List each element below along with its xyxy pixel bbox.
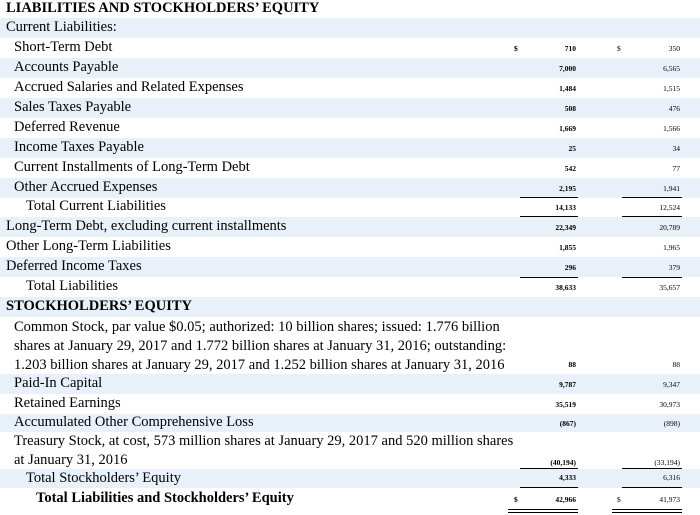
row-label: Total Stockholders’ Equity: [26, 470, 181, 486]
value-2016: (898): [663, 419, 680, 428]
value-2016: 6,316: [663, 473, 680, 482]
value-2017: 38,633: [555, 283, 576, 292]
section-title: LIABILITIES AND STOCKHOLDERS’ EQUITY: [6, 0, 320, 16]
value-2016: 34: [672, 144, 680, 153]
value-2016: 9,347: [663, 380, 680, 389]
table-row: [0, 138, 700, 158]
row-label: Accumulated Other Comprehensive Loss: [14, 414, 254, 430]
value-2017: 1,669: [559, 124, 576, 133]
row-label: Current Installments of Long-Term Debt: [14, 159, 250, 175]
value-2016: 379: [668, 263, 680, 272]
value-2016: (33,194): [654, 458, 680, 467]
table-row: [0, 488, 700, 510]
currency-symbol: $: [617, 44, 621, 53]
value-2017: 35,519: [555, 400, 576, 409]
row-label: Deferred Revenue: [14, 119, 120, 135]
table-row: [0, 98, 700, 118]
value-2017: 1,484: [559, 84, 576, 93]
value-2017: 22,349: [555, 223, 576, 232]
table-row: [0, 277, 700, 297]
value-2016: 12,524: [659, 203, 680, 212]
value-2016: 88: [672, 360, 680, 369]
table-row: [0, 374, 700, 394]
table-row: [0, 237, 700, 257]
row-label: Paid-In Capital: [14, 375, 103, 391]
currency-symbol: $: [514, 44, 518, 53]
table-row: [0, 432, 700, 469]
table-row: [0, 198, 700, 217]
row-label: Deferred Income Taxes: [6, 258, 142, 274]
row-label: Sales Taxes Payable: [14, 99, 132, 115]
row-label: Short-Term Debt: [14, 39, 113, 55]
row-label: Long-Term Debt, excluding current installments: [6, 218, 287, 234]
row-label: Total Liabilities: [26, 278, 119, 294]
currency-symbol: $: [514, 495, 518, 504]
row-label: Accounts Payable: [14, 59, 119, 75]
table-row: [0, 178, 700, 198]
table-row: [0, 58, 700, 78]
table-row: [0, 317, 700, 374]
table-row: [0, 18, 700, 38]
table-row: [0, 257, 700, 277]
table-row: [0, 217, 700, 237]
value-2016: 1,941: [663, 184, 680, 193]
currency-symbol: $: [617, 495, 621, 504]
value-2017: 25: [568, 144, 576, 153]
value-2016: 20,789: [659, 223, 680, 232]
value-2016: 1,566: [663, 124, 680, 133]
row-label: Income Taxes Payable: [14, 139, 144, 155]
value-2017: 710: [564, 44, 576, 53]
row-label: Treasury Stock, at cost, 573 million shares at January 29, 2017 and 520 million shares at January 31, 2016: [14, 433, 514, 468]
value-2017: 42,966: [555, 495, 576, 504]
value-2017: 4,333: [559, 473, 576, 482]
value-2016: 41,973: [659, 495, 680, 504]
value-2017: 9,787: [559, 380, 576, 389]
row-label: Accrued Salaries and Related Expenses: [14, 79, 244, 95]
double-underline-2016: [612, 509, 682, 513]
value-2017: (40,194): [550, 458, 576, 467]
double-underline-2017: [508, 509, 578, 513]
table-row: [0, 38, 700, 58]
value-2016: 77: [672, 164, 680, 173]
value-2017: 508: [564, 104, 576, 113]
row-label: Other Long-Term Liabilities: [6, 238, 171, 254]
underline-2017: [520, 216, 578, 217]
table-row: [0, 414, 700, 432]
table-row: [0, 297, 700, 317]
table-row: [0, 78, 700, 98]
row-label: Total Current Liabilities: [26, 198, 166, 214]
table-row: [0, 469, 700, 488]
table-row: [0, 394, 700, 414]
table-row: [0, 158, 700, 178]
value-2017: 2,195: [559, 184, 576, 193]
underline-2016: [622, 216, 682, 217]
value-2016: 35,657: [659, 283, 680, 292]
value-2017: 14,133: [555, 203, 576, 212]
value-2016: 6,565: [663, 64, 680, 73]
value-2017: 7,000: [559, 64, 576, 73]
value-2017: 88: [568, 360, 576, 369]
row-label: Total Liabilities and Stockholders’ Equity: [36, 490, 294, 506]
value-2016: 1,965: [663, 243, 680, 252]
table-row: [0, 118, 700, 138]
row-label: Common Stock, par value $0.05; authorized: 10 billion shares; issued: 1.776 billion shares at January 29, 2017 and 1.772 billion shares at January 31, 2016; outstanding: 1.203 billion shares at January 29, 2017 and 1.252 billion shares at January 31, 2016: [14, 319, 507, 373]
value-2016: 1,515: [663, 84, 680, 93]
value-2016: 476: [668, 104, 680, 113]
value-2017: 296: [564, 263, 576, 272]
current-liabilities-heading: Current Liabilities:: [6, 19, 117, 35]
value-2017: 542: [564, 164, 576, 173]
row-label: Retained Earnings: [14, 395, 121, 411]
value-2017: 1,855: [559, 243, 576, 252]
value-2016: 350: [668, 44, 680, 53]
row-label: Other Accrued Expenses: [14, 179, 158, 195]
value-2016: 30,973: [659, 400, 680, 409]
equity-heading: STOCKHOLDERS’ EQUITY: [6, 298, 192, 314]
value-2017: (867): [559, 419, 576, 428]
